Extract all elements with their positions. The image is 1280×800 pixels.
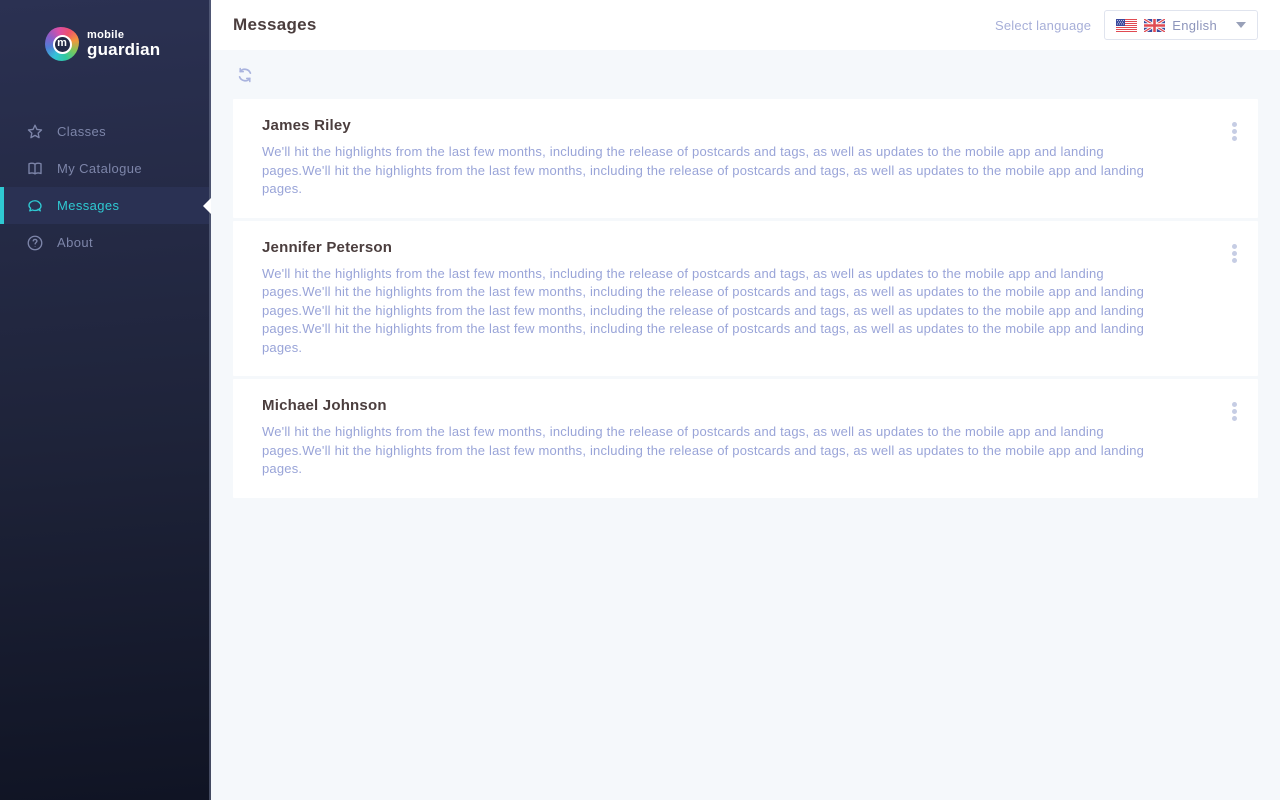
sidebar-item-classes[interactable]: [0, 113, 209, 150]
select-language-label: Select language: [995, 17, 1092, 33]
sidebar-item-label: Messages: [57, 198, 120, 213]
uk-flag-icon: [1144, 19, 1165, 32]
message-card[interactable]: [233, 379, 1258, 498]
sidebar: [0, 0, 211, 800]
sidebar-nav: [0, 113, 209, 261]
book-icon: [25, 159, 44, 178]
app-logo: [0, 0, 209, 61]
sidebar-item-about[interactable]: [0, 224, 209, 261]
message-card[interactable]: [233, 99, 1258, 218]
sender-name: Jennifer Peterson: [262, 238, 393, 256]
top-bar: [211, 0, 1280, 50]
sidebar-item-my-catalogue[interactable]: [0, 150, 209, 187]
logo-wordmark: [87, 30, 160, 58]
star-icon: [25, 122, 44, 141]
message-list: [233, 99, 1258, 498]
sender-name: James Riley: [262, 117, 351, 134]
message-card[interactable]: [233, 221, 1258, 377]
sidebar-item-label: About: [57, 235, 93, 250]
refresh-button[interactable]: [236, 66, 254, 87]
us-flag-icon: [1116, 19, 1137, 32]
refresh-icon: [236, 66, 254, 87]
page-title: Messages: [233, 15, 317, 34]
main-area: [211, 0, 1280, 800]
selected-language: English: [1172, 17, 1217, 33]
chat-icon: [25, 196, 44, 215]
logo-word-guardian: guardian: [87, 40, 161, 59]
sidebar-item-messages[interactable]: [0, 187, 209, 224]
logo-word-mobile: mobile: [87, 29, 125, 41]
chevron-down-icon: [1236, 22, 1246, 28]
language-dropdown[interactable]: [1104, 10, 1258, 40]
kebab-menu-icon[interactable]: [1230, 120, 1239, 143]
logo-letter: m: [53, 35, 72, 54]
sidebar-item-label: My Catalogue: [57, 161, 143, 176]
message-preview: We'll hit the highlights from the last few months, including the release of postcards and tags, as well as updates to the mobile app and landing pages.We'll hit the highlights from the last few months, including the release of postcards and tags, as well as updates to the mobile app and landing pages.We'll hit the highlights from the last few months, including the release of postcards and tags, as well as updates to the mobile app and landing pages.We'll hit the highlights from the last few months, including the release of postcards and tags, as well as updates to the mobile app and landing pages.: [262, 265, 1145, 355]
sidebar-item-label: Classes: [57, 124, 107, 139]
message-preview: We'll hit the highlights from the last few months, including the release of postcards and tags, as well as updates to the mobile app and landing pages.We'll hit the highlights from the last few months, including the release of postcards and tags, as well as updates to the mobile app and landing pages.: [262, 144, 1145, 196]
kebab-menu-icon[interactable]: [1230, 400, 1239, 423]
logo-mark-icon: [45, 27, 79, 61]
sender-name: Michael Johnson: [262, 397, 387, 414]
kebab-menu-icon[interactable]: [1230, 242, 1239, 265]
message-preview: We'll hit the highlights from the last few months, including the release of postcards and tags, as well as updates to the mobile app and landing pages.We'll hit the highlights from the last few months, including the release of postcards and tags, as well as updates to the mobile app and landing pages.: [262, 424, 1145, 476]
content-area: [211, 50, 1280, 800]
question-icon: [25, 233, 44, 252]
